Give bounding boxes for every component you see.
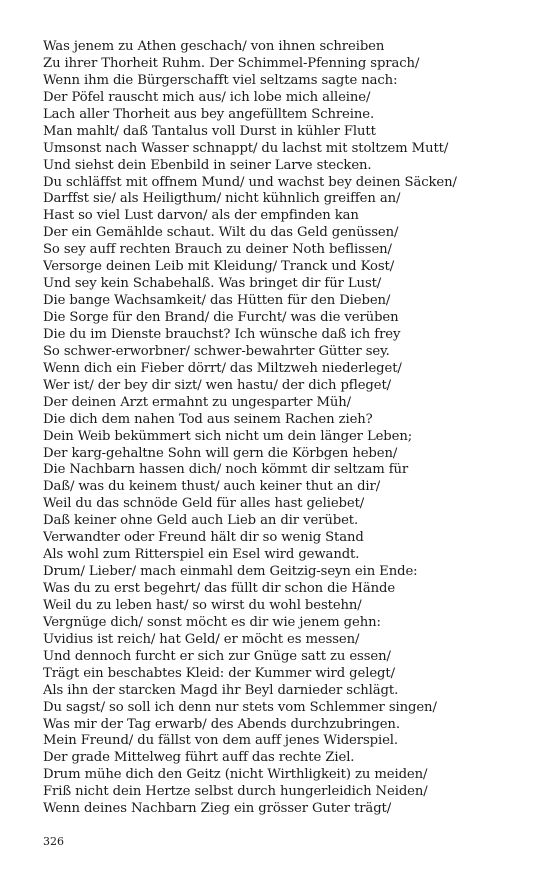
verse-line: Der karg-gehaltne Sohn will gern die Körbgen heben/: [43, 445, 398, 461]
verse-line: Wenn ihm die Bürgerschafft viel seltzams sagte nach:: [43, 72, 398, 88]
verse-line: Als wohl zum Ritterspiel ein Esel wird gewandt.: [43, 547, 360, 563]
verse-line: Dein Weib bekümmert sich nicht um dein länger Leben;: [43, 428, 413, 444]
verse-line: Verwandter oder Freund hält dir so wenig Stand: [43, 530, 364, 546]
verse-line: Als ihn der starcken Magd ihr Beyl darnieder schlägt.: [43, 682, 399, 698]
verse-line: So sey auff rechten Brauch zu deiner Noth beflissen/: [43, 242, 392, 258]
verse-line: Daß/ was du keinem thust/ auch keiner thut an dir/: [43, 479, 381, 495]
verse-line: Drum/ Lieber/ mach einmahl dem Geitzig-seyn ein Ende:: [43, 564, 418, 580]
verse-line: Friß nicht dein Hertze selbst durch hungerleidich Neiden/: [43, 784, 428, 800]
verse-line: Umsonst nach Wasser schnappt/ du lachst mit stoltzem Mutt/: [43, 140, 449, 156]
verse-line: Was mir der Tag erwarb/ des Abends durchzubringen.: [43, 716, 400, 732]
verse-line: Die dich dem nahen Tod aus seinem Rachen zieh?: [43, 411, 373, 427]
verse-line: Zu ihrer Thorheit Ruhm. Der Schimmel-Pfenning sprach/: [43, 55, 420, 71]
verse-line: Die du im Dienste brauchst? Ich wünsche daß ich frey: [43, 326, 401, 342]
verse-line: Die Sorge für den Brand/ die Furcht/ was die verüben: [43, 310, 399, 325]
verse-line: Hast so viel Lust darvon/ als der empfinden kan: [43, 208, 359, 224]
verse-line: Der ein Gemählde schaut. Wilt du das Geld genüssen/: [43, 225, 399, 241]
poem-text-block: [43, 39, 523, 818]
verse-line: Und dennoch furcht er sich zur Gnüge satt zu essen/: [43, 648, 391, 664]
verse-line: Wer ist/ der bey dir sizt/ wen hastu/ der dich pfleget/: [43, 377, 391, 393]
verse-line: Man mahlt/ daß Tantalus voll Durst in kühler Flutt: [43, 123, 376, 139]
verse-line: Weil du das schnöde Geld für alles hast geliebet/: [43, 496, 365, 512]
verse-line: Und sey kein Schabehalß. Was bringet dir für Lust/: [43, 276, 382, 292]
verse-line: Der deinen Arzt ermahnt zu ungesparter Müh/: [43, 394, 352, 410]
verse-line: Trägt ein beschabtes Kleid: der Kummer wird gelegt/: [43, 665, 395, 681]
verse-line: Was jenem zu Athen geschach/ von ihnen schreiben: [43, 39, 385, 54]
verse-line: Wenn dich ein Fieber dörrt/ das Miltzweh niederleget/: [43, 360, 402, 376]
verse-line: Die bange Wachsamkeit/ das Hütten für den Dieben/: [43, 293, 391, 309]
verse-line: Mein Freund/ du fällst von dem auff jenes Widerspiel.: [43, 733, 399, 749]
verse-line: Uvidius ist reich/ hat Geld/ er möcht es messen/: [43, 631, 360, 647]
verse-line: Die Nachbarn hassen dich/ noch kömmt dir seltzam für: [43, 462, 409, 478]
verse-line: Der Pöfel rauscht mich aus/ ich lobe mich alleine/: [43, 89, 371, 105]
verse-line: Vergnüge dich/ sonst möcht es dir wie jenem gehn:: [43, 614, 381, 630]
page-number: 326: [43, 835, 64, 848]
verse-line: Du sagst/ so soll ich denn nur stets vom Schlemmer singen/: [43, 699, 437, 715]
verse-line: Du schläffst mit offnem Mund/ und wachst bey deinen Säcken/: [43, 174, 457, 190]
verse-line: Daß keiner ohne Geld auch Lieb an dir verübet.: [43, 513, 359, 529]
verse-line: Wenn deines Nachbarn Zieg ein grösser Guter trägt/: [43, 801, 392, 817]
verse-line: Versorge deinen Leib mit Kleidung/ Tranck und Kost/: [43, 259, 395, 275]
verse-line: Drum mühe dich den Geitz (nicht Wirthligkeit) zu meiden/: [43, 767, 428, 783]
verse-line: So schwer-erworbner/ schwer-bewahrter Gütter sey.: [43, 343, 390, 359]
verse-line: Was du zu erst begehrt/ das füllt dir schon die Hände: [43, 581, 396, 596]
verse-line: Und siehst dein Ebenbild in seiner Larve stecken.: [43, 157, 372, 173]
verse-line: Darffst sie/ als Heiligthum/ nicht kühnlich greiffen an/: [43, 191, 401, 207]
verse-line: Der grade Mittelweg führt auff das rechte Ziel.: [43, 750, 355, 766]
verse-line: Weil du zu leben hast/ so wirst du wohl bestehn/: [43, 597, 362, 613]
verse-line: Lach aller Thorheit aus bey angefülltem Schreine.: [43, 106, 375, 122]
